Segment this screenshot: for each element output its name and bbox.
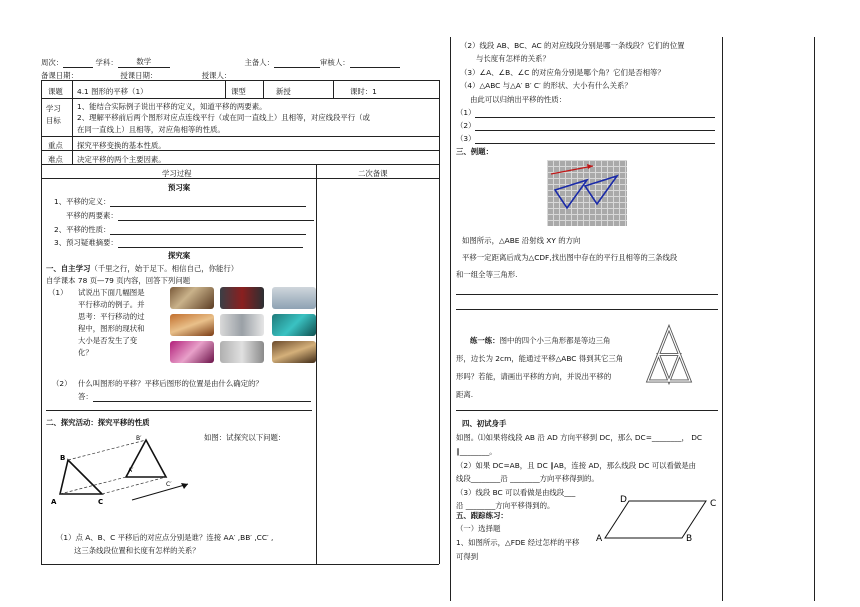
photo-teal-machine [272,314,316,336]
rq-line-5: 由此可以归纳出平移的性质： [470,95,567,104]
section-rule [456,410,718,411]
translation-photos-collage [168,284,320,366]
equilateral-triangles-figure [646,326,692,384]
q3-line-1: （1）点 A、B、C 平移后的对应点分别是谁？连接 AA′ ,BB′ ,CC′ , [56,533,274,542]
label-b: B [60,454,66,462]
topic-value: 4.1 图形的平移（1） [77,87,148,96]
preview-item-2: 平移的两要素： [66,210,314,221]
q2-number: （2） [52,379,72,388]
label-a-para: A [596,534,603,544]
explore-activity-prompt: 如图：试探究以下问题： [204,433,286,442]
connect-bb-prime [68,440,146,460]
follow-up-heading: 五、跟踪练习： [456,511,508,520]
example-grid-figure [547,160,627,226]
direction-arrow [132,484,188,500]
goals-label: 学习目标 [46,104,61,125]
choice-subheading: （一）选择题 [456,524,501,533]
practice-line-3: 形吗？若能，请画出平移的方向，并说出平移的 [456,372,612,381]
translation-triangle-figure [46,432,316,512]
q1-line-5: 大小是否发生了变 [78,336,138,345]
type-label: 课型 [231,87,246,96]
parallelogram-abcd [605,501,706,538]
try-line-5: （3）线段 BC 可以看做是由线段___ [456,488,576,497]
label-a: A [51,498,57,506]
photo-train [272,341,316,363]
ray-xy-arrowhead [587,164,593,169]
self-study-heading: 一、自主学习（千里之行，始于足下。相信自己，你能行） [46,264,239,273]
practice-line-1: 练一练：图中的四个小三角形都是等边三角 [470,336,611,345]
explore-title: 探究案 [168,251,191,260]
practice-line-4: 距离. [456,390,474,399]
try-line-2: ∥________。 [456,447,497,456]
prop-2: （2） [456,120,715,131]
photo-escalator [170,287,214,309]
label-d: D [620,495,627,505]
q1-number: （1） [48,288,68,297]
label-b-prime: B′ [136,435,142,442]
label-c-prime: C′ [166,481,172,488]
preview-item-4: 3、预习疑难摘要： [54,237,303,248]
q1-line-4: 程中，图形的现状和 [78,324,145,333]
label-a-prime: A′ [128,467,134,474]
header-dates: 备课日期： 授课日期： 授课人： [41,70,295,81]
photo-conveyor [220,287,264,309]
answer-rule-2 [456,309,718,310]
topic-label: 课题 [48,87,63,96]
goal-2: 2、理解平移前后两个图形对应点连线平行（或在同一直线上）且相等，对应线段平行（或 [77,113,370,122]
try-line-3: （2）如果 DC=AB，且 DC ∥AB，连接 AD，那么线段 DC 可以看做是由 [456,461,697,470]
rq-line-3: （3）∠A、∠B、∠C 的对应角分别是哪个角？它们是否相等？ [460,68,665,77]
photo-door [220,314,264,336]
try-line-4: 线段________沿 ________方向平移得到的。 [456,474,599,483]
try-heading: 四、初试身手 [462,419,507,428]
answer-rule-1 [456,294,718,295]
q1-line-6: 化？ [78,348,93,357]
connect-cc-prime [102,477,166,494]
self-study-reading: 自学课本 78 页—79 页内容，回答下列问题 [46,276,191,285]
preview-title: 预习案 [168,183,191,192]
choice-q1-line-2: 可得到 [456,552,479,561]
ray-xy [551,166,593,174]
goal-1: 1、能结合实际例子说出平移的定义，知道平移的两要素。 [77,102,267,111]
label-c: C [98,498,104,506]
second-prep-label: 二次备课 [358,169,388,178]
goal-3: 在同一直线上）且相等，对应角相等的性质。 [77,125,225,134]
photo-window [272,287,316,309]
hours-value: 课时：1 [350,87,377,96]
prop-3: （3） [456,133,715,144]
diff-label: 难点 [48,155,63,164]
photo-cable-car [170,314,214,336]
choice-q1-line-1: 1、如图所示，△FDE 经过怎样的平移 [456,538,580,547]
example-line-1: 如图所示，△ABE 沿射线 XY 的方向 [462,236,581,245]
header-week: 周次： 学科： 数学 主备人： 审核人： [41,56,400,68]
preview-item-3: 2、平移的性质： [54,224,306,235]
preview-item-1: 1、平移的定义： [54,196,306,207]
triangle-abe [555,180,587,208]
q2-answer: 答： [78,391,311,402]
label-b-para: B [686,534,693,544]
q2-text: 什么叫图形的平移？平移后图形的位置是由什么确定的？ [78,379,263,388]
try-line-6: 沿 ________方向平移得到的。 [456,501,555,510]
rq-line-4: （4）△ABC 与△A′ B′ C′ 的形状、大小有什么关系？ [460,81,632,90]
q3-line-2: 这三条线段位置和长度有怎样的关系？ [74,546,200,555]
try-line-1: 如图。⑴如果将线段 AB 沿 AD 方向平移到 DC，那么 DC=________， DC [456,433,703,442]
example-line-2: 平移一定距离后成为△CDF,找出图中存在的平行且相等的三条线段 [462,253,678,262]
q1-line-2: 平行移动的例子。并 [78,300,145,309]
key-label: 重点 [48,141,63,150]
prop-1: （1） [456,107,715,118]
q1-line-3: 思考：平行移动的过 [78,312,145,321]
q1-line-1: 试说出下面几幅图是 [78,288,145,297]
example-line-3: 和一组全等三角形. [456,270,518,279]
rq-line-1: （2）线段 AB、BC、AC 的对应线段分别是哪一条线段？它们的位置 [460,41,685,50]
divider-rule [46,410,312,411]
explore-activity-heading: 二、探究活动：探究平移的性质 [46,418,150,427]
parallelogram-figure [596,494,722,542]
rq-line-2: 与长度有怎样的关系？ [476,54,550,63]
diff-value: 决定平移的两个主要因素。 [77,155,166,164]
key-value: 探究平移变换的基本性质。 [77,141,166,150]
label-c-para: C [710,499,717,509]
practice-line-2: 形，边长为 2cm，能通过平移△ABC 得到其它三角 [456,354,624,363]
photo-drawer [170,341,214,363]
photo-sliding-door [220,341,264,363]
example-heading: 三、例题： [456,147,493,156]
type-value: 新授 [276,87,291,96]
triangle-cdf [585,176,617,204]
process-label: 学习过程 [162,169,192,178]
